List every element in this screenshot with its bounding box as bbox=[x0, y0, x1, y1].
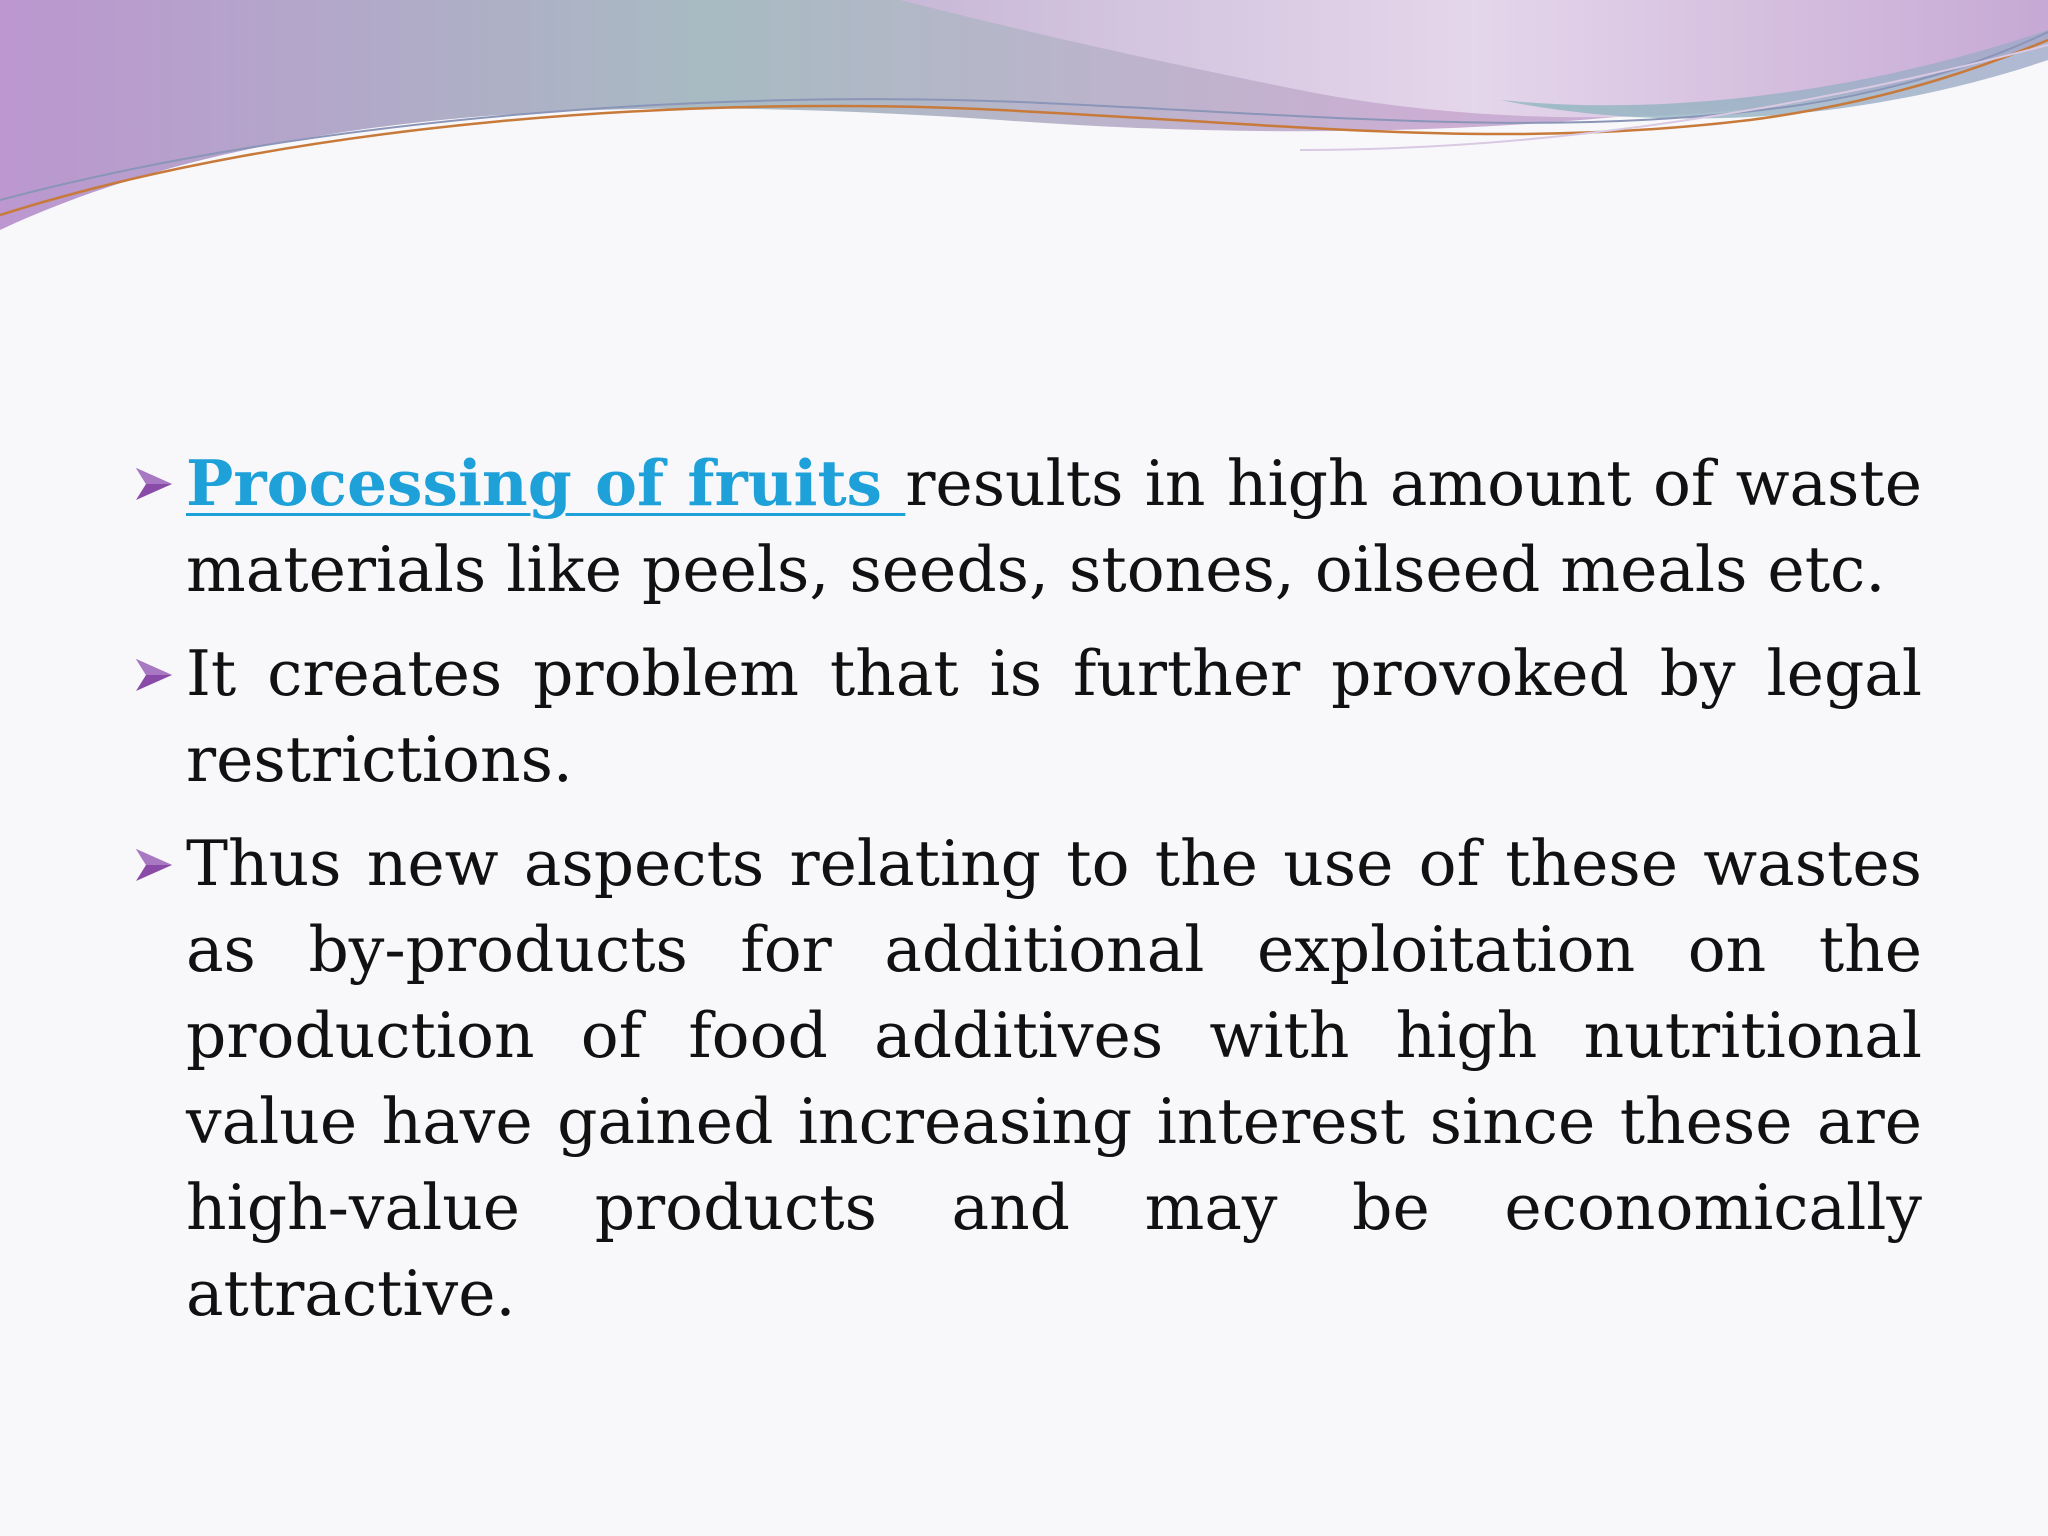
processing-of-fruits-link[interactable]: Processing of fruits bbox=[186, 446, 906, 520]
bullet-item-3 bbox=[132, 821, 1922, 1337]
bullet-text: results in high amount of waste materials like peels, seeds, stones, oilseed meals etc. bbox=[186, 447, 1922, 606]
bullet-item-2 bbox=[132, 631, 1922, 803]
header-wave-decoration bbox=[0, 0, 2048, 240]
arrow-bullet-icon bbox=[132, 847, 176, 883]
bullet-text: Thus new aspects relating to the use of these wastes as by-products for additional exploitation on the production of food additives with high nutritional value have gained increasing interest since these are high-value products and may be economically attractive. bbox=[186, 827, 1922, 1330]
arrow-bullet-icon bbox=[132, 657, 176, 693]
bullet-list bbox=[132, 440, 1922, 1355]
arrow-bullet-icon bbox=[132, 466, 176, 502]
bullet-text: It creates problem that is further provoked by legal restrictions. bbox=[186, 637, 1922, 796]
bullet-item-1 bbox=[132, 440, 1922, 613]
